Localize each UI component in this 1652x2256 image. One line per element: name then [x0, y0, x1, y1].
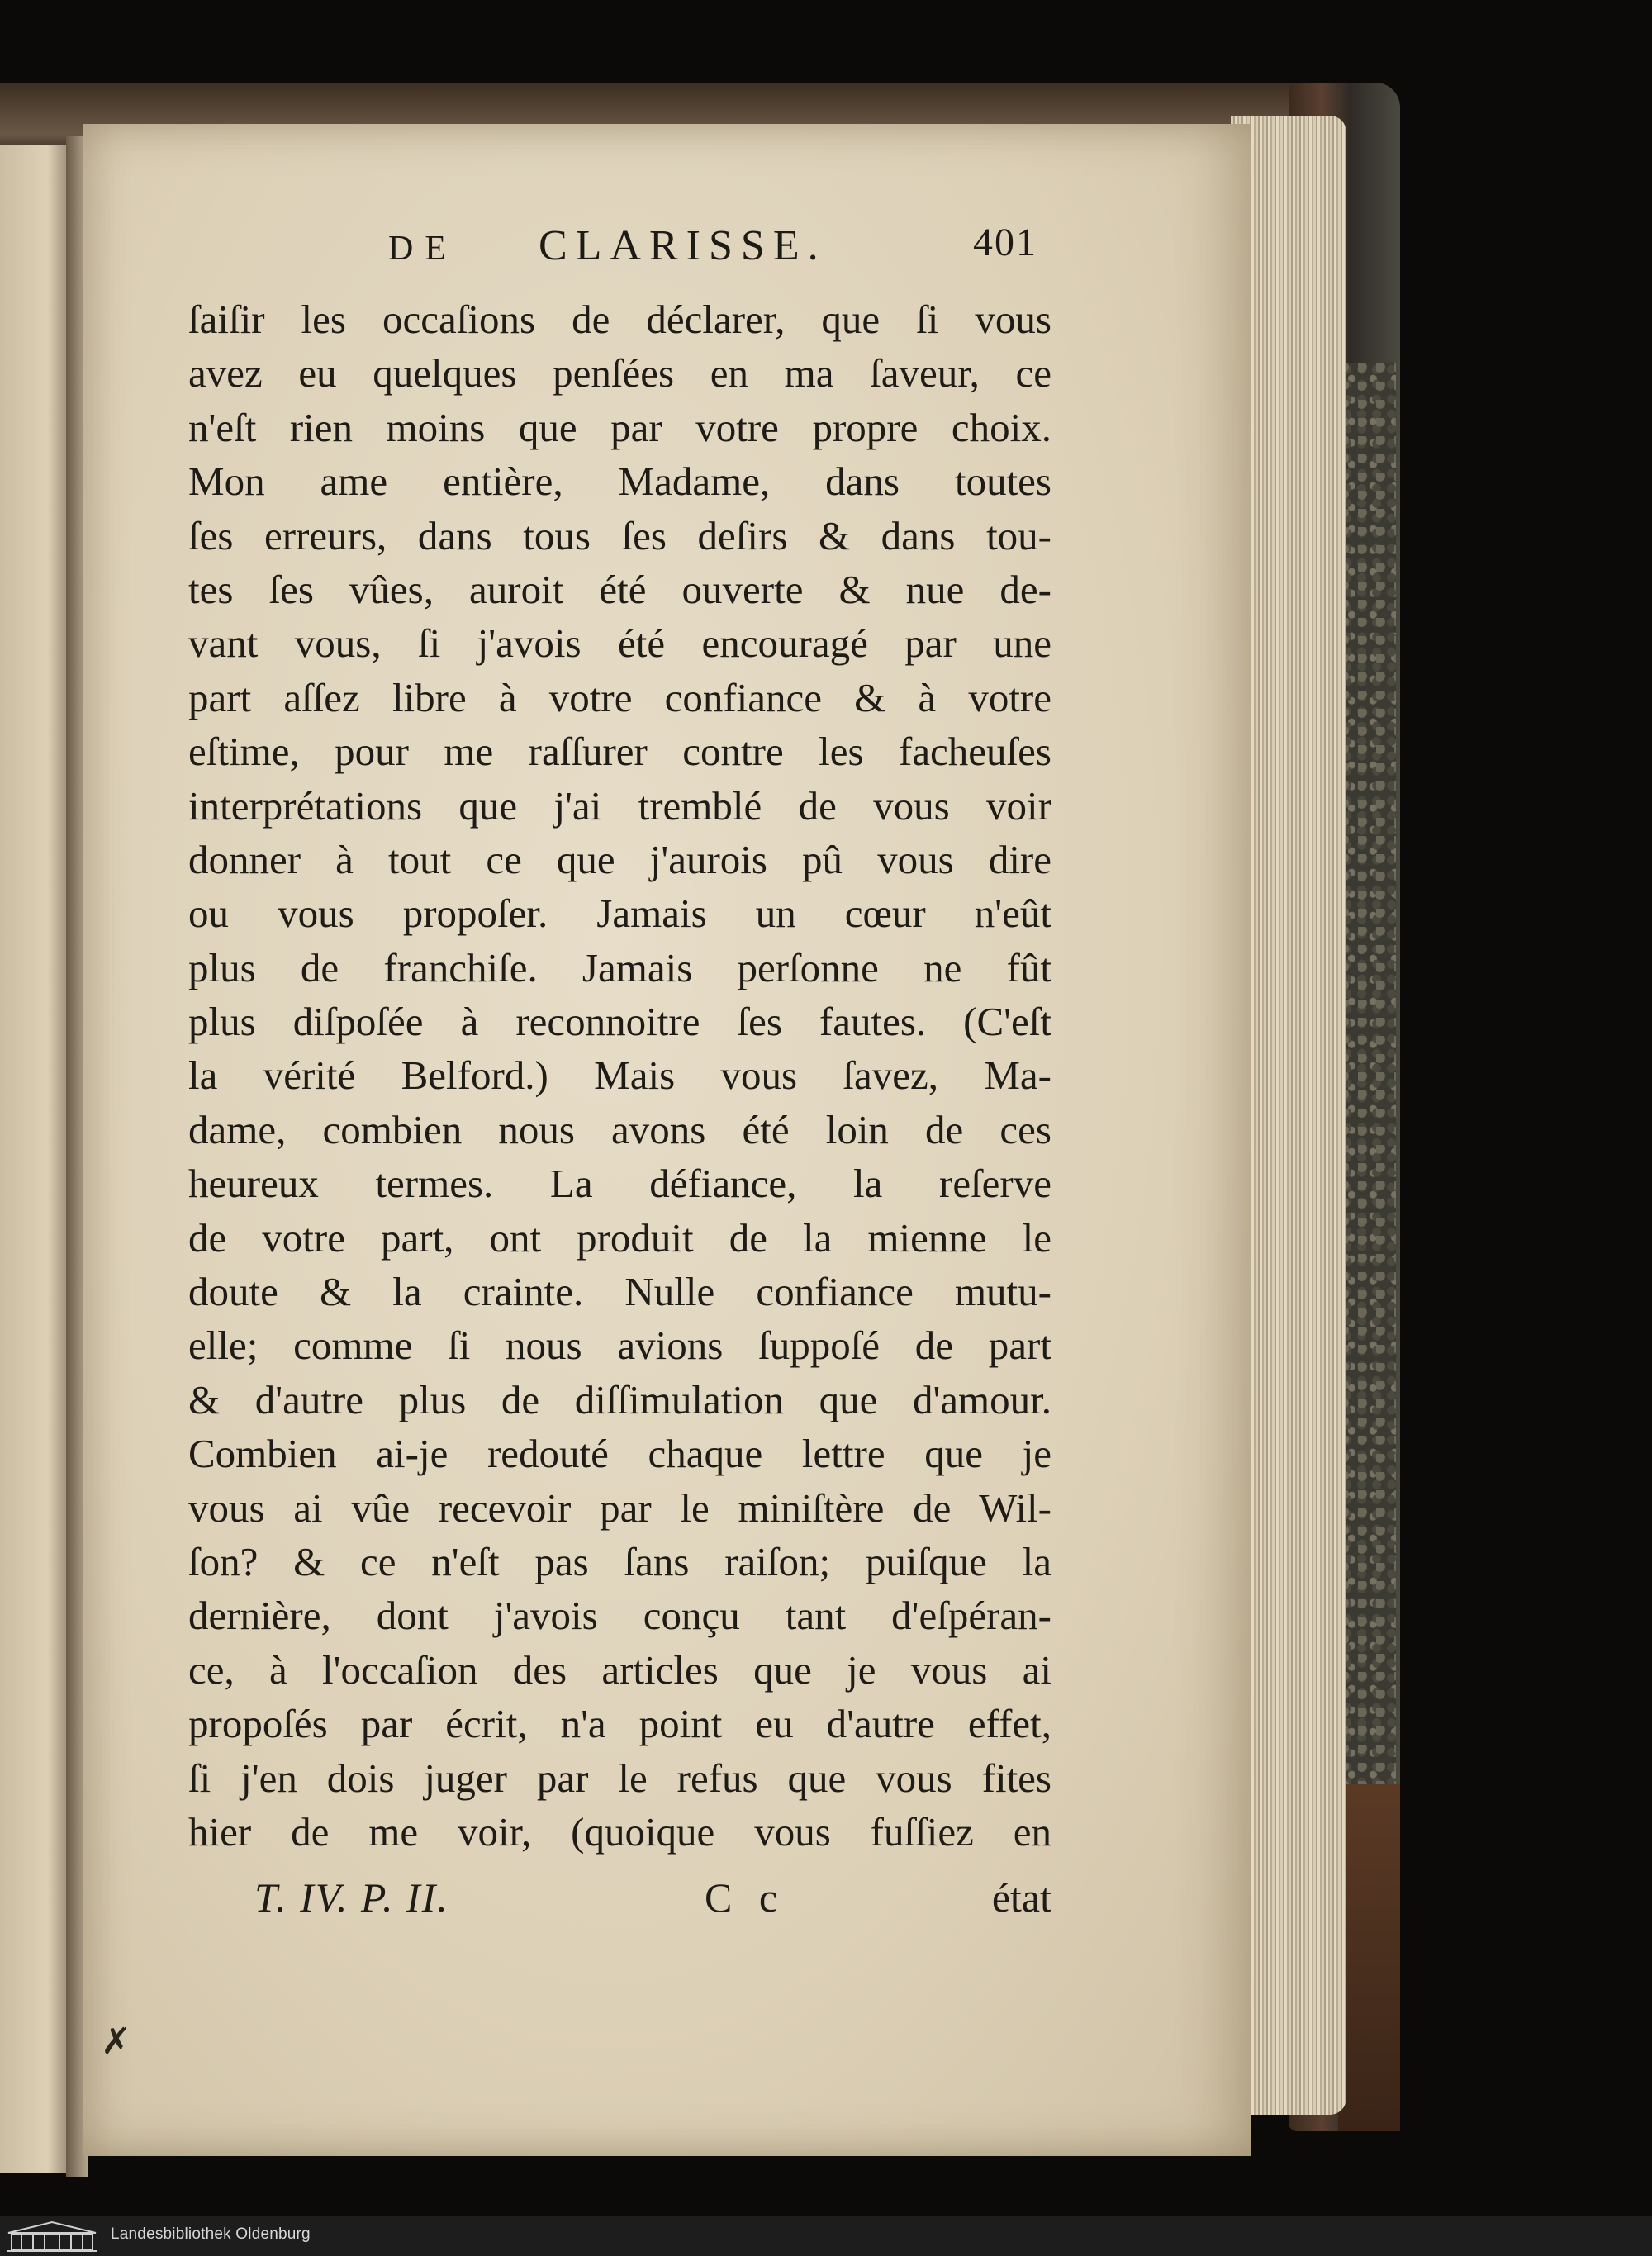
text-line: eſtime, pour me raſſurer contre les facheuſes [188, 729, 1051, 775]
text-line: & d'autre plus de diſſimulation que d'amour. [188, 1376, 1051, 1422]
running-head-title: CLARISSE. [539, 222, 827, 269]
catchword: état [991, 1874, 1051, 1921]
running-head [388, 221, 827, 270]
previous-page-sliver [0, 145, 68, 2173]
text-line: ſi j'en dois juger par le refus que vous fites [188, 1755, 1051, 1801]
running-head-prefix: DE [388, 230, 458, 268]
text-line: dame, combien nous avons été loin de ces [188, 1106, 1051, 1152]
body-text [188, 292, 1051, 1859]
text-line: plus diſpoſée à reconnoitre ſes fautes. (C'eſt [188, 999, 1051, 1045]
text-line: interprétations que j'ai tremblé de vous voir [188, 782, 1051, 829]
book-cover-leather [1338, 1784, 1400, 2131]
text-line: ſaiſir les occaſions de déclarer, que ſi vous [188, 297, 1051, 342]
text-line: Combien ai-je redouté chaque lettre que je [188, 1431, 1051, 1477]
text-line: heureux termes. La défiance, la reſerve [188, 1161, 1051, 1207]
text-line: la vérité Belford.) Mais vous ſavez, Ma- [188, 1052, 1051, 1099]
text-line: ſon? & ce n'eſt pas ſans raiſon; puiſque la [188, 1538, 1051, 1584]
library-building-icon [5, 2220, 99, 2253]
text-line: plus de franchiſe. Jamais perſonne ne fût [188, 944, 1051, 990]
text-line: vant vous, ſi j'avois été encouragé par une [188, 620, 1051, 667]
text-line: dernière, dont j'avois conçu tant d'eſpéran- [188, 1593, 1051, 1639]
text-line: doute & la crainte. Nulle confiance mutu- [188, 1269, 1051, 1315]
text-line: n'eſt rien moins que par votre propre choix. [188, 404, 1051, 450]
text-line: hier de me voir, (quoique vous fuſſiez en [188, 1808, 1051, 1855]
text-line: ce, à l'occaſion des articles que je vous ai [188, 1646, 1051, 1693]
gathering-signature: C c [705, 1874, 786, 1921]
text-line: Mon ame entière, Madame, dans toutes [188, 458, 1051, 505]
text-line: ſes erreurs, dans tous ſes deſirs & dans tou- [188, 512, 1051, 558]
text-line: part aſſez libre à votre confiance & à votre [188, 674, 1051, 720]
text-line: de votre part, ont produit de la mienne le [188, 1214, 1051, 1261]
text-line: avez eu quelques penſées en ma ſaveur, ce [188, 350, 1051, 397]
volume-mark: T. IV. P. II. [254, 1874, 449, 1921]
library-name: Landesbibliothek Oldenburg [111, 2225, 311, 2243]
text-line: vous ai vûe recevoir par le miniſtère de Wil- [188, 1484, 1051, 1531]
text-line: elle; comme ſi nous avions ſuppoſé de part [188, 1323, 1051, 1369]
text-line: propoſés par écrit, n'a point eu d'autre effet, [188, 1701, 1051, 1747]
text-line: tes ſes vûes, auroit été ouverte & nue de- [188, 566, 1051, 612]
text-line: ou vous propoſer. Jamais un cœur n'eût [188, 891, 1051, 937]
text-line: donner à tout ce que j'aurois pû vous dire [188, 836, 1051, 882]
ink-mark-icon: ✗ [101, 2021, 131, 2062]
page-number: 401 [973, 221, 1037, 264]
